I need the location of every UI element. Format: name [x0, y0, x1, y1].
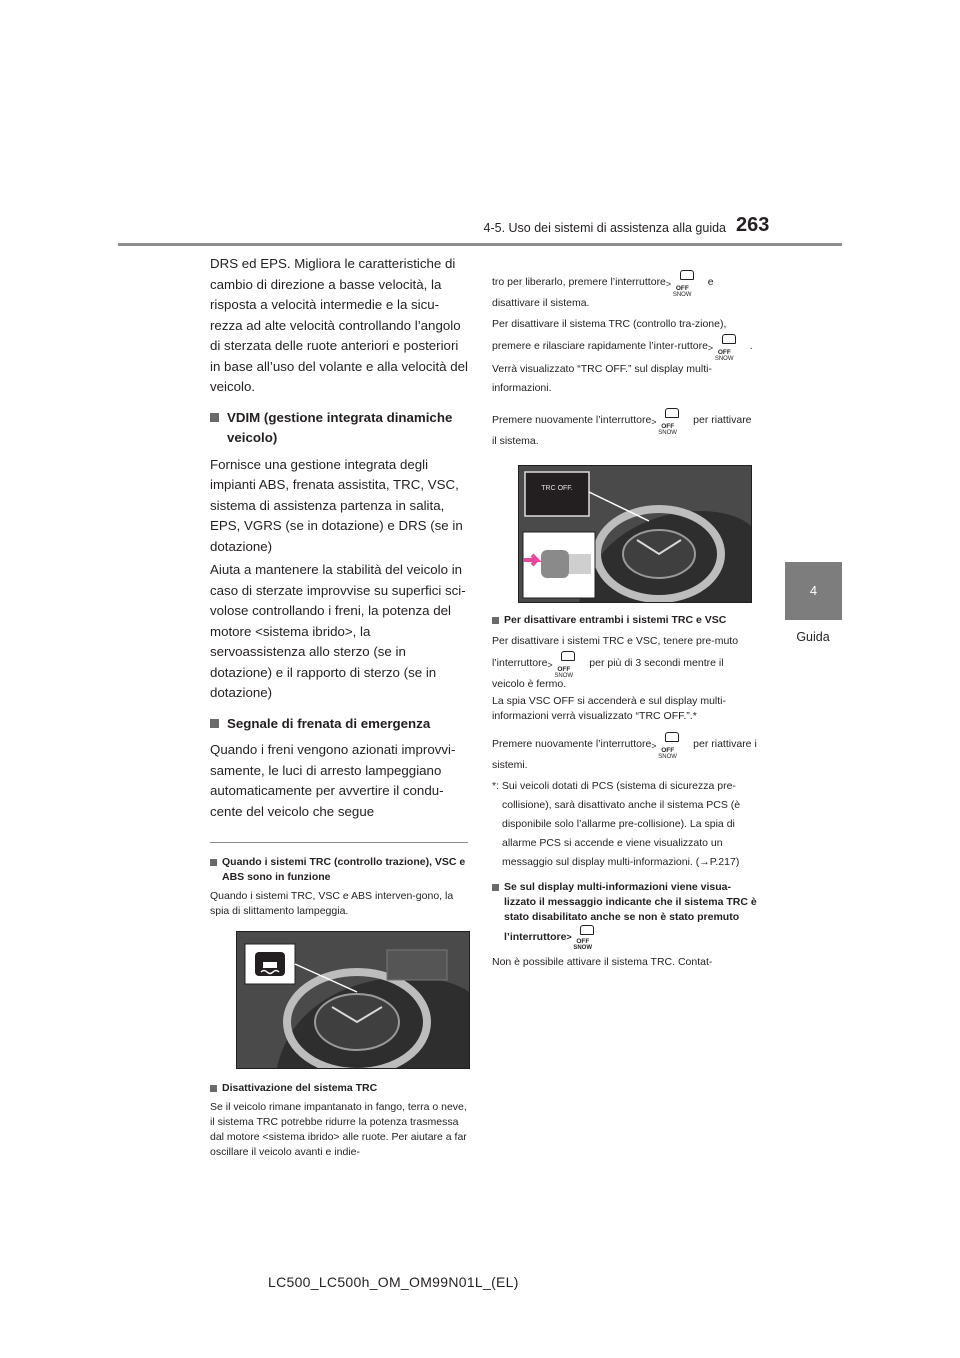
square-bullet-icon [210, 859, 217, 866]
paragraph: DRS ed EPS. Migliora le caratteristiche di cambio di direzione a basse velocità, la risposta a velocità intermedie e la sicu-rezza ad alte velocità controllando l’angolo di sterzata delle ruote anteriori e posteriori in base all’uso del volante e alla velocità del veicolo. [210, 256, 468, 394]
vsc-off-switch-icon: > OFF SNOW [657, 732, 687, 756]
paragraph: Per disattivare i sistemi TRC e VSC, tenere pre-muto l’interruttore > OFF SNOW per più di 3 secondi mentre il veicolo è fermo. [492, 635, 739, 690]
square-bullet-icon [210, 1085, 217, 1092]
chapter-tab[interactable]: 4 [785, 562, 842, 620]
square-bullet-icon [492, 884, 499, 891]
vsc-off-switch-icon: > OFF SNOW [572, 925, 602, 949]
paragraph: Verrà visualizzato “TRC OFF.” sul display multi-informazioni. [492, 363, 712, 394]
paragraph: Premere nuovamente l’interruttore > OFF SNOW per riattivare il sistema. [492, 408, 758, 451]
paragraph: Non è possibile attivare il sistema TRC. Contat- [492, 956, 713, 968]
subheading-trc-disabled-message: Se sul display multi-informazioni viene visua-lizzato il messaggio indicante che il sistema TRC è stato disabilitato anche se non è stato premuto l’interruttore > OFF SNOW [492, 880, 758, 949]
chapter-label: Guida [796, 630, 830, 644]
left-column [210, 254, 468, 1160]
paragraph: tro per liberarlo, premere l’interruttore > OFF SNOW e disattivare il sistema. [492, 270, 758, 313]
page-number: 263 [736, 214, 770, 236]
square-bullet-icon [492, 617, 499, 624]
header-section-title: 4-5. Uso dei sistemi di assistenza alla guida [483, 221, 726, 235]
footnote-pcs: *: Sui veicoli dotati di PCS (sistema di sicurezza pre-collisione), sarà disattivato anche il sistema PCS (è disponibile solo l’allarme pre-collisione). La spia di allarme PCS si accende e viene visualizzato un messaggio sul display multi-informazioni. (→P.217) [492, 780, 741, 868]
paragraph: Quando i freni vengono azionati improvvi-samente, le luci di arresto lampeggiano automaticamente per avvertire il condu-cente del veicolo che segue [210, 742, 456, 819]
header-rule [118, 243, 842, 246]
heading-vdim: VDIM (gestione integrata dinamiche veicolo) [210, 408, 468, 449]
paragraph: Fornisce una gestione integrata degli impianti ABS, frenata assistita, TRC, VSC, sistema di assistenza partenza in salita, EPS, VGRS (se in dotazione) e DRS (se in dotazione) [210, 456, 463, 554]
vsc-off-switch-icon: > OFF SNOW [714, 334, 744, 358]
subheading-trc-vsc-disable: Per disattivare entrambi i sistemi TRC e VSC [492, 613, 758, 628]
trc-off-display-text: TRC OFF. [541, 485, 573, 492]
dashboard-figure-slip-indicator [236, 931, 470, 1069]
paragraph: Quando i sistemi TRC, VSC e ABS interven-gono, la spia di slittamento lampeggia. [210, 890, 454, 917]
vsc-off-switch-icon: > OFF SNOW [672, 270, 702, 294]
section-divider [210, 842, 468, 843]
footer-doc-code: LC500_LC500h_OM_OM99N01L_(EL) [268, 1274, 519, 1290]
paragraph: La spia VSC OFF si accenderà e sul display multi-informazioni verrà visualizzato “TRC OFF.”.* [492, 695, 727, 722]
paragraph: Aiuta a mantenere la stabilità del veicolo in caso di sterzate improvvise su superfici sci-volose controllando i freni, la potenza del motore <sistema ibrido>, la servoassistenza allo sterzo (se in dotazione) e il rapporto di sterzo (se in dotazione) [210, 562, 466, 700]
paragraph: Premere nuovamente l’interruttore > OFF SNOW per riattivare i sistemi. [492, 732, 758, 775]
paragraph: Per disattivare il sistema TRC (controllo tra-zione), premere e rilasciare rapidamente l’inter-ruttore > OFF SNOW . [492, 318, 753, 362]
right-column [492, 268, 758, 972]
paragraph: Se il veicolo rimane impantanato in fango, terra o neve, il sistema TRC potrebbe ridurre la potenza trasmessa dal motore <sistema ibrido> alle ruote. Per aiutare a far oscillare il veicolo avanti e indie- [210, 1101, 467, 1158]
subheading-trc-disable: Disattivazione del sistema TRC [210, 1081, 468, 1096]
heading-emergency-signal: Segnale di frenata di emergenza [210, 714, 468, 735]
vsc-off-switch-icon: > OFF SNOW [553, 651, 583, 675]
square-bullet-icon [210, 719, 219, 728]
vsc-off-switch-icon: > OFF SNOW [657, 408, 687, 432]
dashboard-figure-trc-off [518, 465, 752, 603]
square-bullet-icon [210, 413, 219, 422]
subheading-trc-vsc-abs: Quando i sistemi TRC (controllo trazione), VSC e ABS sono in funzione [210, 855, 468, 885]
